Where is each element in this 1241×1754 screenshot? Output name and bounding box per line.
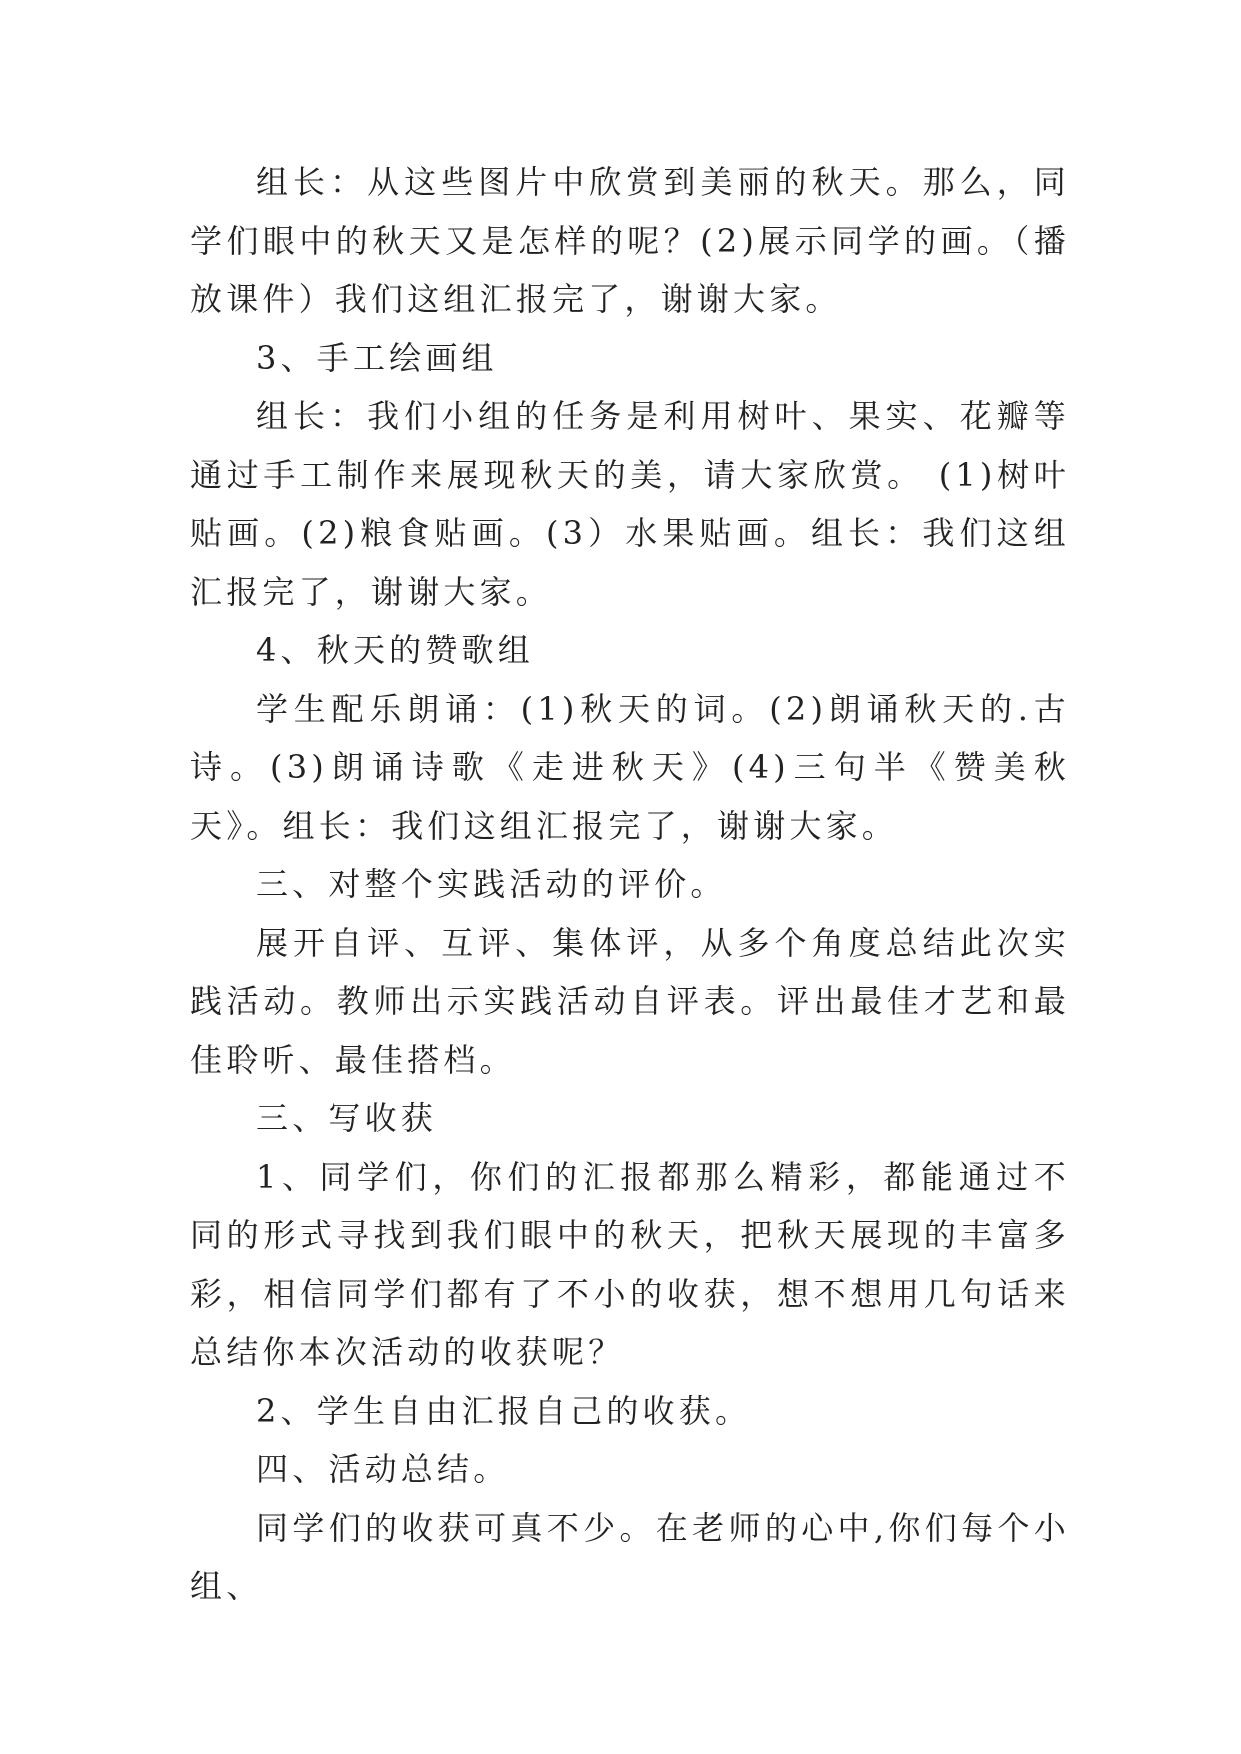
paragraph-handicraft-report: 组长：我们小组的任务是利用树叶、果实、花瓣等通过手工制作来展现秋天的美，请大家欣赏。 (1)树叶贴画。(2)粮食贴画。(3）水果贴画。组长：我们这组汇报完了，谢谢大家。 (190, 397, 1070, 611)
paragraph-harvest-question: 1、同学们，你们的汇报都那么精彩，都能通过不同的形式寻找到我们眼中的秋天，把秋天展现的丰富多彩，相信同学们都有了不小的收获，想不想用几句话来总结你本次活动的收获呢？ (190, 1157, 1070, 1371)
heading-handicraft-group: 3、手工绘画组 (256, 338, 498, 377)
document-body (190, 153, 1070, 1616)
paragraph-summary: 同学们的收获可真不少。在老师的心中,你们每个小组、 (190, 1508, 1070, 1605)
paragraph-students-report: 2、学生自由汇报自己的收获。 (256, 1391, 752, 1430)
heading-autumn-anthem-group: 4、秋天的赞歌组 (256, 631, 534, 669)
heading-write-harvest: 三、写收获 (256, 1099, 438, 1137)
heading-activity-summary: 四、活动总结。 (256, 1450, 510, 1488)
heading-evaluation: 三、对整个实践活动的评价。 (256, 865, 727, 903)
paragraph-recitation: 学生配乐朗诵：(1)秋天的词。(2)朗诵秋天的.古诗。(3)朗诵诗歌《走进秋天》(4)三句半《赞美秋天》。组长：我们这组汇报完了，谢谢大家。 (190, 689, 1070, 845)
paragraph-group-leader-report: 组长：从这些图片中欣赏到美丽的秋天。那么，同学们眼中的秋天又是怎样的呢？(2)展示同学的画。（播放课件）我们这组汇报完了，谢谢大家。 (190, 163, 1070, 318)
paragraph-evaluation: 展开自评、互评、集体评，从多个角度总结此次实践活动。教师出示实践活动自评表。评出最佳才艺和最佳聆听、最佳搭档。 (190, 923, 1070, 1079)
